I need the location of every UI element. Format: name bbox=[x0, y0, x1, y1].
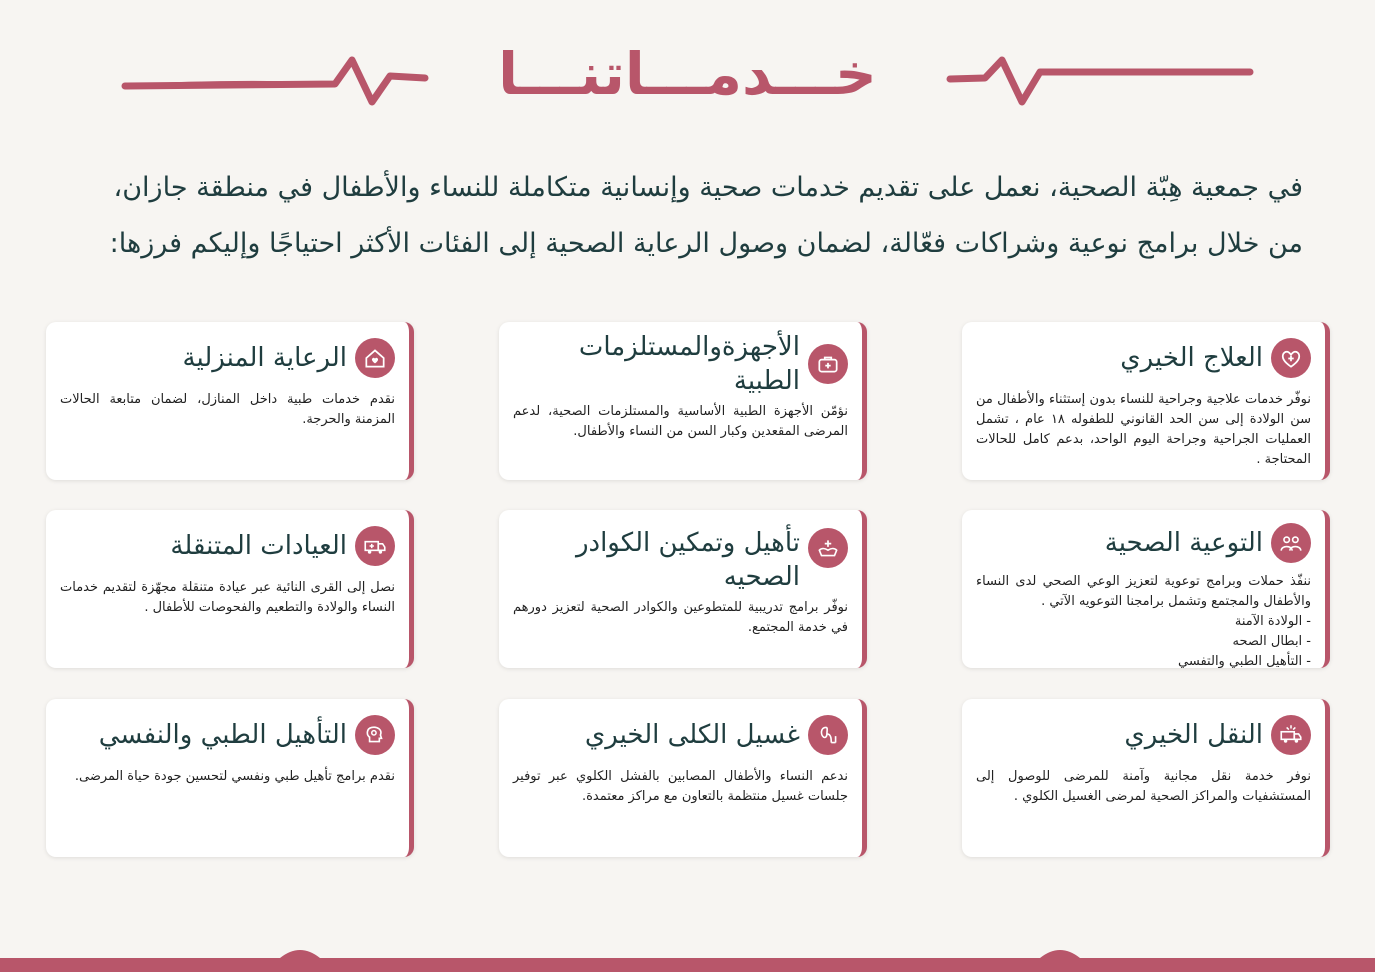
card-title: العيادات المتنقلة bbox=[170, 531, 347, 561]
card-description: نصل إلى القرى النائية عبر عيادة متنقلة مجهّزة لتقديم خدمات النساء والولادة والتطعيم والفحوصات للأطفال . bbox=[60, 580, 395, 615]
service-card-kidney-dialysis[interactable] bbox=[499, 699, 867, 857]
card-description: نوفّر برامج تدريبية للمتطوعين والكوادر الصحية لتعزيز دورهم في خدمة المجتمع. bbox=[513, 600, 848, 635]
service-card-charity-transport[interactable] bbox=[962, 699, 1330, 857]
page-title: خـــدمـــاتنـــا bbox=[498, 40, 877, 108]
card-description: نؤمّن الأجهزة الطبية الأساسية والمستلزمات الصحية، لدعم المرضى المقعدين وكبار السن من النساء والأطفال. bbox=[513, 404, 848, 439]
card-title: العلاج الخيري bbox=[1120, 343, 1263, 373]
list-item: - ابطال الصحه bbox=[1232, 634, 1311, 649]
heart-hand-icon bbox=[1271, 338, 1311, 378]
card-title: النقل الخيري bbox=[1124, 720, 1263, 750]
card-description bbox=[976, 572, 1311, 668]
awareness-icon bbox=[1271, 523, 1311, 563]
service-card-medical-psych-rehab[interactable] bbox=[46, 699, 414, 857]
card-description: نقدم خدمات طبية داخل المنازل، لضمان متابعة الحالات المزمنة والحرجة. bbox=[60, 392, 395, 427]
kidney-dialysis-icon bbox=[808, 715, 848, 755]
home-care-icon bbox=[355, 338, 395, 378]
card-title: الرعاية المنزلية bbox=[182, 343, 347, 373]
card-title: غسيل الكلى الخيري bbox=[584, 720, 800, 750]
card-title: التأهيل الطبي والنفسي bbox=[98, 720, 347, 750]
card-description-text: ننفّذ حملات وبرامج توعوية لتعزيز الوعي الصحي لدى النساء والأطفال والمجتمع وتشمل برامجنا التوعويه الآتي . bbox=[976, 574, 1311, 609]
card-description: نوفّر خدمات علاجية وجراحية للنساء بدون إستثناء والأطفال من سن الولادة إلى سن الحد القانوني للطفوله ١٨ عام ، تشمل العمليات الجراحية وجراحة اليوم الواحد، بدعم كامل للحالات المحتاجة . bbox=[976, 392, 1311, 467]
page-header bbox=[0, 0, 1375, 130]
service-card-mobile-clinics[interactable] bbox=[46, 510, 414, 668]
list-item: - الولادة الآمنة bbox=[1234, 614, 1311, 629]
card-title: التوعية الصحية bbox=[1104, 528, 1263, 558]
card-title: الأجهزةوالمستلزمات الطبية bbox=[578, 332, 800, 396]
intro-paragraph: في جمعية هِبّة الصحية، نعمل على تقديم خدمات صحية وإنسانية متكاملة للنساء والأطفال في منطقة جازان، من خلال برامج نوعية وشراكات فعّالة، لضمان وصول الرعاية الصحية إلى الفئات الأكثر احتياجًا وإليكم فرزها: bbox=[109, 172, 1303, 259]
footer-band bbox=[0, 940, 1375, 972]
service-card-charity-treatment[interactable] bbox=[962, 322, 1330, 480]
card-title: تأهيل وتمكين الكوادر الصحيه bbox=[575, 528, 800, 592]
ambulance-icon bbox=[355, 526, 395, 566]
service-card-home-care[interactable] bbox=[46, 322, 414, 480]
brain-rehab-icon bbox=[355, 715, 395, 755]
service-card-health-awareness[interactable] bbox=[962, 510, 1330, 668]
service-card-medical-equipment[interactable] bbox=[499, 322, 867, 480]
service-card-staff-training[interactable] bbox=[499, 510, 867, 668]
card-description: نقدم برامج تأهيل طبي ونفسي لتحسين جودة حياة المرضى. bbox=[74, 769, 395, 784]
medical-kit-icon bbox=[808, 344, 848, 384]
list-item: - التأهيل الطبي والتفسي bbox=[1178, 654, 1311, 668]
transport-icon bbox=[1271, 715, 1311, 755]
card-description: نوفر خدمة نقل مجانية وآمنة للمرضى للوصول إلى المستشفيات والمراكز الصحية لمرضى الغسيل الكلوي . bbox=[976, 769, 1311, 804]
training-hands-icon bbox=[808, 528, 848, 568]
card-description: ندعم النساء والأطفال المصابين بالفشل الكلوي عبر توفير جلسات غسيل منتظمة بالتعاون مع مراكز معتمدة. bbox=[513, 769, 848, 804]
